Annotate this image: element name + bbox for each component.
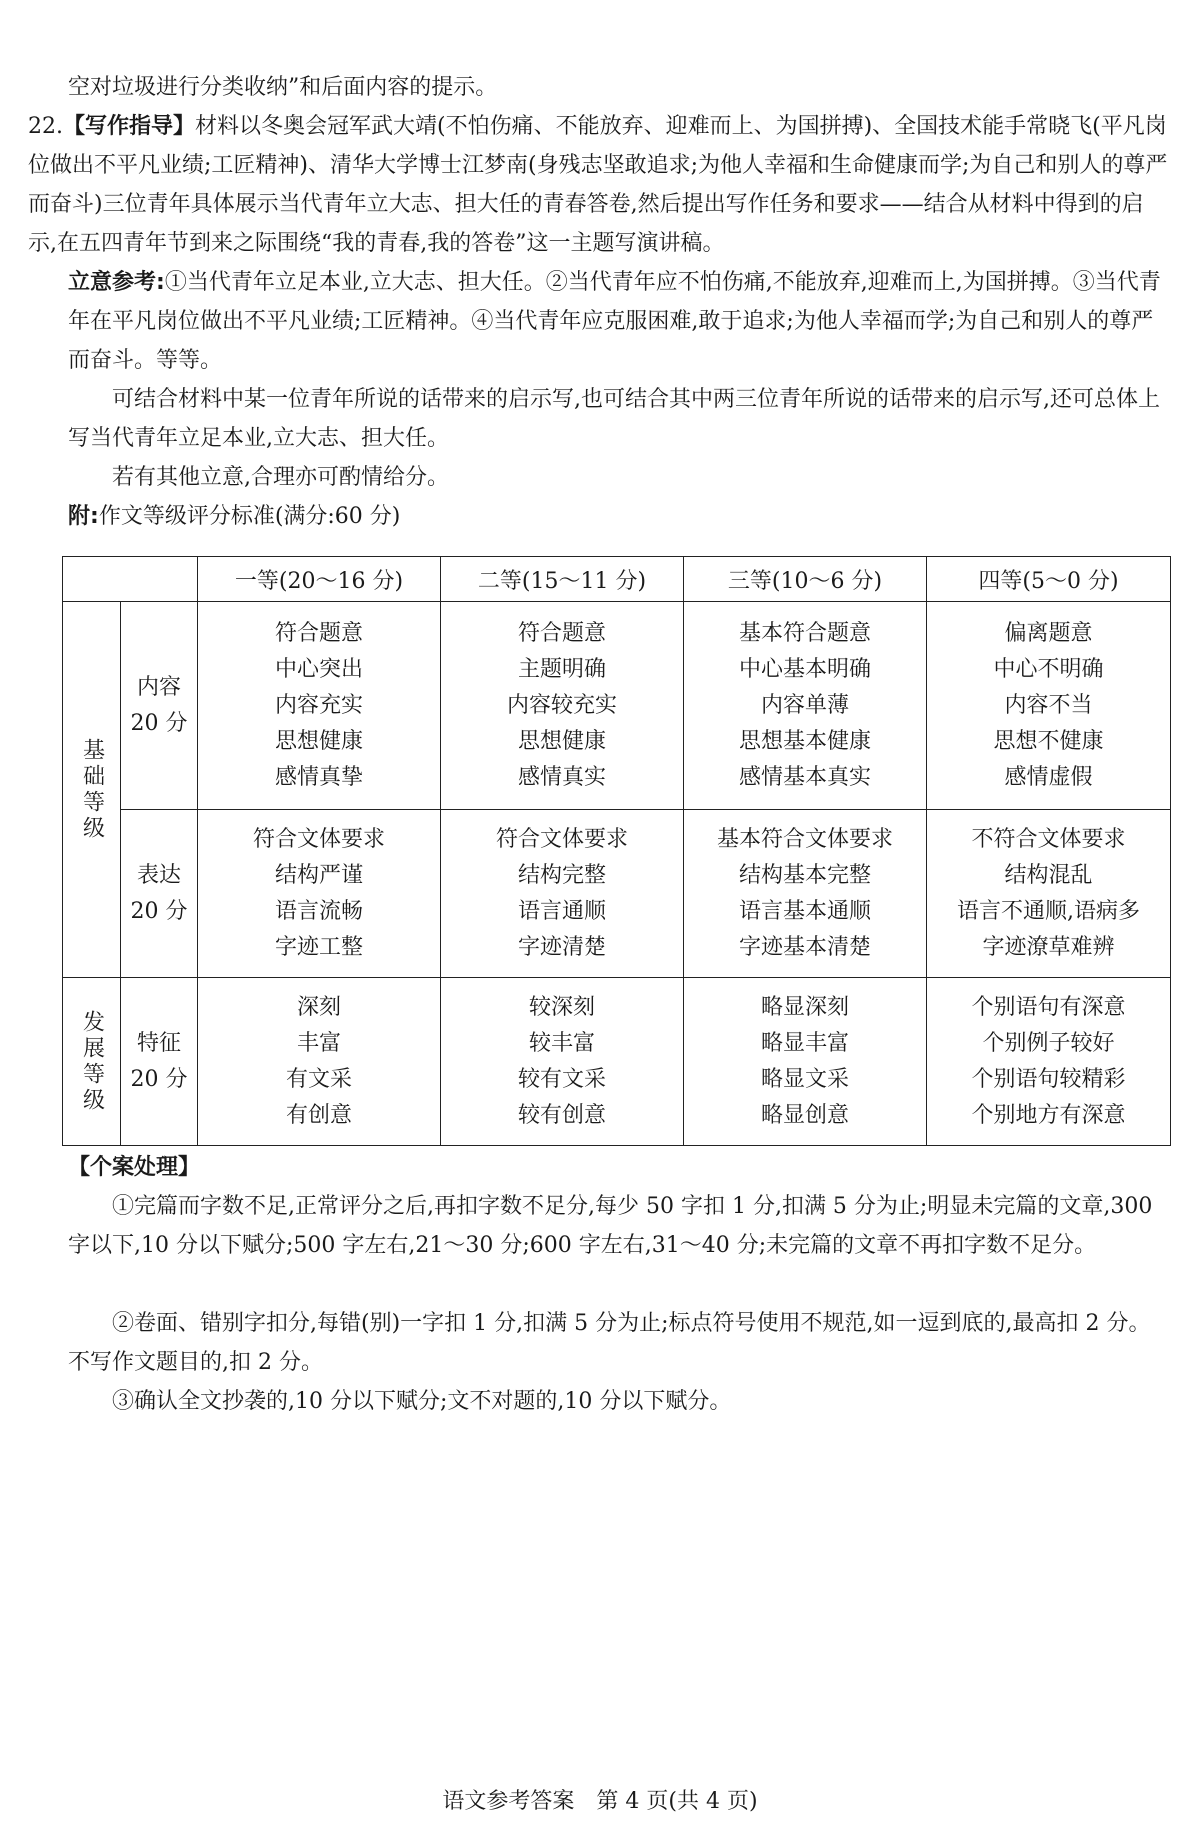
cell-line: 略显丰富 bbox=[760, 1030, 849, 1056]
grade-cell bbox=[927, 978, 1171, 1146]
cell-line: 较丰富 bbox=[528, 1030, 595, 1056]
page-footer: 语文参考答案 第 4 页(共 4 页) bbox=[442, 1789, 758, 1814]
lyi-text: ①当代青年立足本业,立大志、担大任。②当代青年应不怕伤痛,不能放弃,迎难而上,为国拼搏。③当代青年在平凡岗位做出不平凡业绩;工匠精神。④当代青年应克服困难,敢于追求;为他人幸福而学;为自己和别人的尊严而奋斗。等等。 bbox=[68, 270, 1161, 373]
cell-line: 基本符合文体要求 bbox=[716, 826, 893, 852]
grade-cell bbox=[441, 810, 684, 978]
group-develop-label: 发展等级 bbox=[79, 1009, 105, 1114]
grade-cell bbox=[441, 602, 684, 810]
category-name: 表达 bbox=[136, 862, 181, 888]
cell-line: 略显文采 bbox=[760, 1066, 849, 1092]
cell-line: 语言不通顺,语病多 bbox=[957, 898, 1140, 924]
grade-cell bbox=[441, 978, 684, 1146]
corner-cell bbox=[63, 557, 198, 602]
category-score: 20 分 bbox=[130, 898, 188, 924]
appendix-line bbox=[68, 497, 1168, 536]
category-score: 20 分 bbox=[130, 1066, 188, 1092]
cell-line: 语言流畅 bbox=[274, 898, 363, 924]
table-row-feature bbox=[63, 978, 1171, 1146]
cell-line: 个别地方有深意 bbox=[971, 1102, 1126, 1128]
appendix-label: 附: bbox=[68, 504, 99, 529]
grade-cell bbox=[684, 810, 927, 978]
cell-line: 思想健康 bbox=[517, 728, 606, 754]
cell-line: 感情真实 bbox=[517, 764, 606, 790]
appendix-text: 作文等级评分标准(满分:60 分) bbox=[98, 504, 401, 529]
cell-line: 中心不明确 bbox=[993, 656, 1104, 682]
cell-line: 有文采 bbox=[285, 1066, 352, 1092]
cell-line: 个别语句有深意 bbox=[971, 994, 1126, 1020]
cell-line: 较深刻 bbox=[528, 994, 595, 1020]
case-item: ①完篇而字数不足,正常评分之后,再扣字数不足分,每少 50 字扣 1 分,扣满 5 分为止;明显未完篇的文章,300 字以下,10 分以下赋分;500 字左右,21～30 分;600 字左右,31～40 分;未完篇的文章不再扣字数不足分。 bbox=[68, 1194, 1153, 1258]
case-item: ③确认全文抄袭的,10 分以下赋分;文不对题的,10 分以下赋分。 bbox=[112, 1389, 732, 1414]
cell-line: 较有文采 bbox=[517, 1066, 606, 1092]
grade-cell bbox=[684, 978, 927, 1146]
top-line: 空对垃圾进行分类收纳”和后面内容的提示。 bbox=[68, 75, 498, 100]
table-row-expression bbox=[63, 810, 1171, 978]
category-score: 20 分 bbox=[130, 710, 188, 736]
category-cell bbox=[121, 810, 198, 978]
cell-line: 符合文体要求 bbox=[252, 826, 385, 852]
grade-cell bbox=[198, 978, 441, 1146]
cell-line: 感情基本真实 bbox=[738, 764, 871, 790]
cell-line: 符合题意 bbox=[517, 620, 606, 646]
cell-line: 语言基本通顺 bbox=[738, 898, 871, 924]
para3: 若有其他立意,合理亦可酌情给分。 bbox=[112, 465, 449, 490]
header-cell: 三等(10～6 分) bbox=[684, 557, 927, 602]
case-title: 【个案处理】 bbox=[68, 1155, 201, 1180]
cell-line: 字迹潦草难辨 bbox=[982, 934, 1115, 960]
cell-line: 内容较充实 bbox=[506, 692, 617, 718]
cell-line: 结构混乱 bbox=[1004, 862, 1093, 888]
cell-line: 感情真挚 bbox=[274, 764, 363, 790]
category-name: 特征 bbox=[136, 1030, 181, 1056]
cell-line: 思想基本健康 bbox=[738, 728, 871, 754]
cell-line: 不符合文体要求 bbox=[971, 826, 1126, 852]
lyi-label: 立意参考: bbox=[68, 270, 165, 295]
grade-cell bbox=[198, 602, 441, 810]
cell-line: 符合文体要求 bbox=[495, 826, 628, 852]
cell-line: 深刻 bbox=[296, 994, 341, 1020]
cell-line: 中心突出 bbox=[274, 656, 363, 682]
category-cell bbox=[121, 978, 198, 1146]
cell-line: 思想健康 bbox=[274, 728, 363, 754]
q22-text: 材料以冬奥会冠军武大靖(不怕伤痛、不能放弃、迎难而上、为国拼搏)、全国技术能手常晓飞(平凡岗位做出不平凡业绩;工匠精神)、清华大学博士江梦南(身残志坚敢追求;为他人幸福和生命健康而学;为自己和别人的尊严而奋斗)三位青年具体展示当代青年立大志、担大任的青春答卷,然后提出写作任务和要求——结合从材料中得到的启示,在五四青年节到来之际围绕“我的青春,我的答卷”这一主题写演讲稿。 bbox=[28, 114, 1168, 256]
cell-line: 中心基本明确 bbox=[738, 656, 871, 682]
cell-line: 主题明确 bbox=[517, 656, 606, 682]
q22-label: 【写作指导】 bbox=[63, 114, 196, 139]
cell-line: 字迹工整 bbox=[274, 934, 363, 960]
table-header-row bbox=[63, 557, 1171, 602]
group-basic bbox=[63, 602, 121, 978]
cell-line: 有创意 bbox=[285, 1102, 352, 1128]
cell-line: 丰富 bbox=[296, 1030, 341, 1056]
header-cell: 一等(20～16 分) bbox=[198, 557, 441, 602]
grade-cell bbox=[198, 810, 441, 978]
cell-line: 内容不当 bbox=[1004, 692, 1093, 718]
group-basic-label: 基础等级 bbox=[79, 737, 105, 842]
cell-line: 结构严谨 bbox=[274, 862, 363, 888]
grade-cell bbox=[927, 810, 1171, 978]
grade-cell bbox=[927, 602, 1171, 810]
group-develop bbox=[63, 978, 121, 1146]
category-name: 内容 bbox=[136, 674, 181, 700]
cell-line: 基本符合题意 bbox=[738, 620, 871, 646]
header-cell: 二等(15～11 分) bbox=[441, 557, 684, 602]
q22-paragraph bbox=[28, 107, 1168, 263]
cell-line: 字迹基本清楚 bbox=[738, 934, 871, 960]
cell-line: 感情虚假 bbox=[1004, 764, 1093, 790]
cell-line: 内容单薄 bbox=[760, 692, 849, 718]
cell-line: 内容充实 bbox=[274, 692, 363, 718]
cell-line: 语言通顺 bbox=[517, 898, 606, 924]
grading-table bbox=[62, 556, 1171, 1146]
cell-line: 结构基本完整 bbox=[738, 862, 871, 888]
cell-line: 符合题意 bbox=[274, 620, 363, 646]
para2: 可结合材料中某一位青年所说的话带来的启示写,也可结合其中两三位青年所说的话带来的启示写,还可总体上写当代青年立足本业,立大志、担大任。 bbox=[68, 387, 1160, 451]
cell-line: 略显深刻 bbox=[760, 994, 849, 1020]
lyi-paragraph bbox=[68, 263, 1168, 380]
q22-number: 22. bbox=[28, 114, 63, 139]
grade-cell bbox=[684, 602, 927, 810]
table-row-content bbox=[63, 602, 1171, 810]
header-cell: 四等(5～0 分) bbox=[927, 557, 1171, 602]
cell-line: 略显创意 bbox=[760, 1102, 849, 1128]
cell-line: 个别例子较好 bbox=[982, 1030, 1115, 1056]
cell-line: 较有创意 bbox=[517, 1102, 606, 1128]
category-cell bbox=[121, 602, 198, 810]
cell-line: 字迹清楚 bbox=[517, 934, 606, 960]
cell-line: 个别语句较精彩 bbox=[971, 1066, 1126, 1092]
cell-line: 思想不健康 bbox=[993, 728, 1104, 754]
cell-line: 偏离题意 bbox=[1004, 620, 1093, 646]
case-item: ②卷面、错别字扣分,每错(别)一字扣 1 分,扣满 5 分为止;标点符号使用不规范,如一逗到底的,最高扣 2 分。不写作文题目的,扣 2 分。 bbox=[68, 1311, 1151, 1375]
cell-line: 结构完整 bbox=[517, 862, 606, 888]
